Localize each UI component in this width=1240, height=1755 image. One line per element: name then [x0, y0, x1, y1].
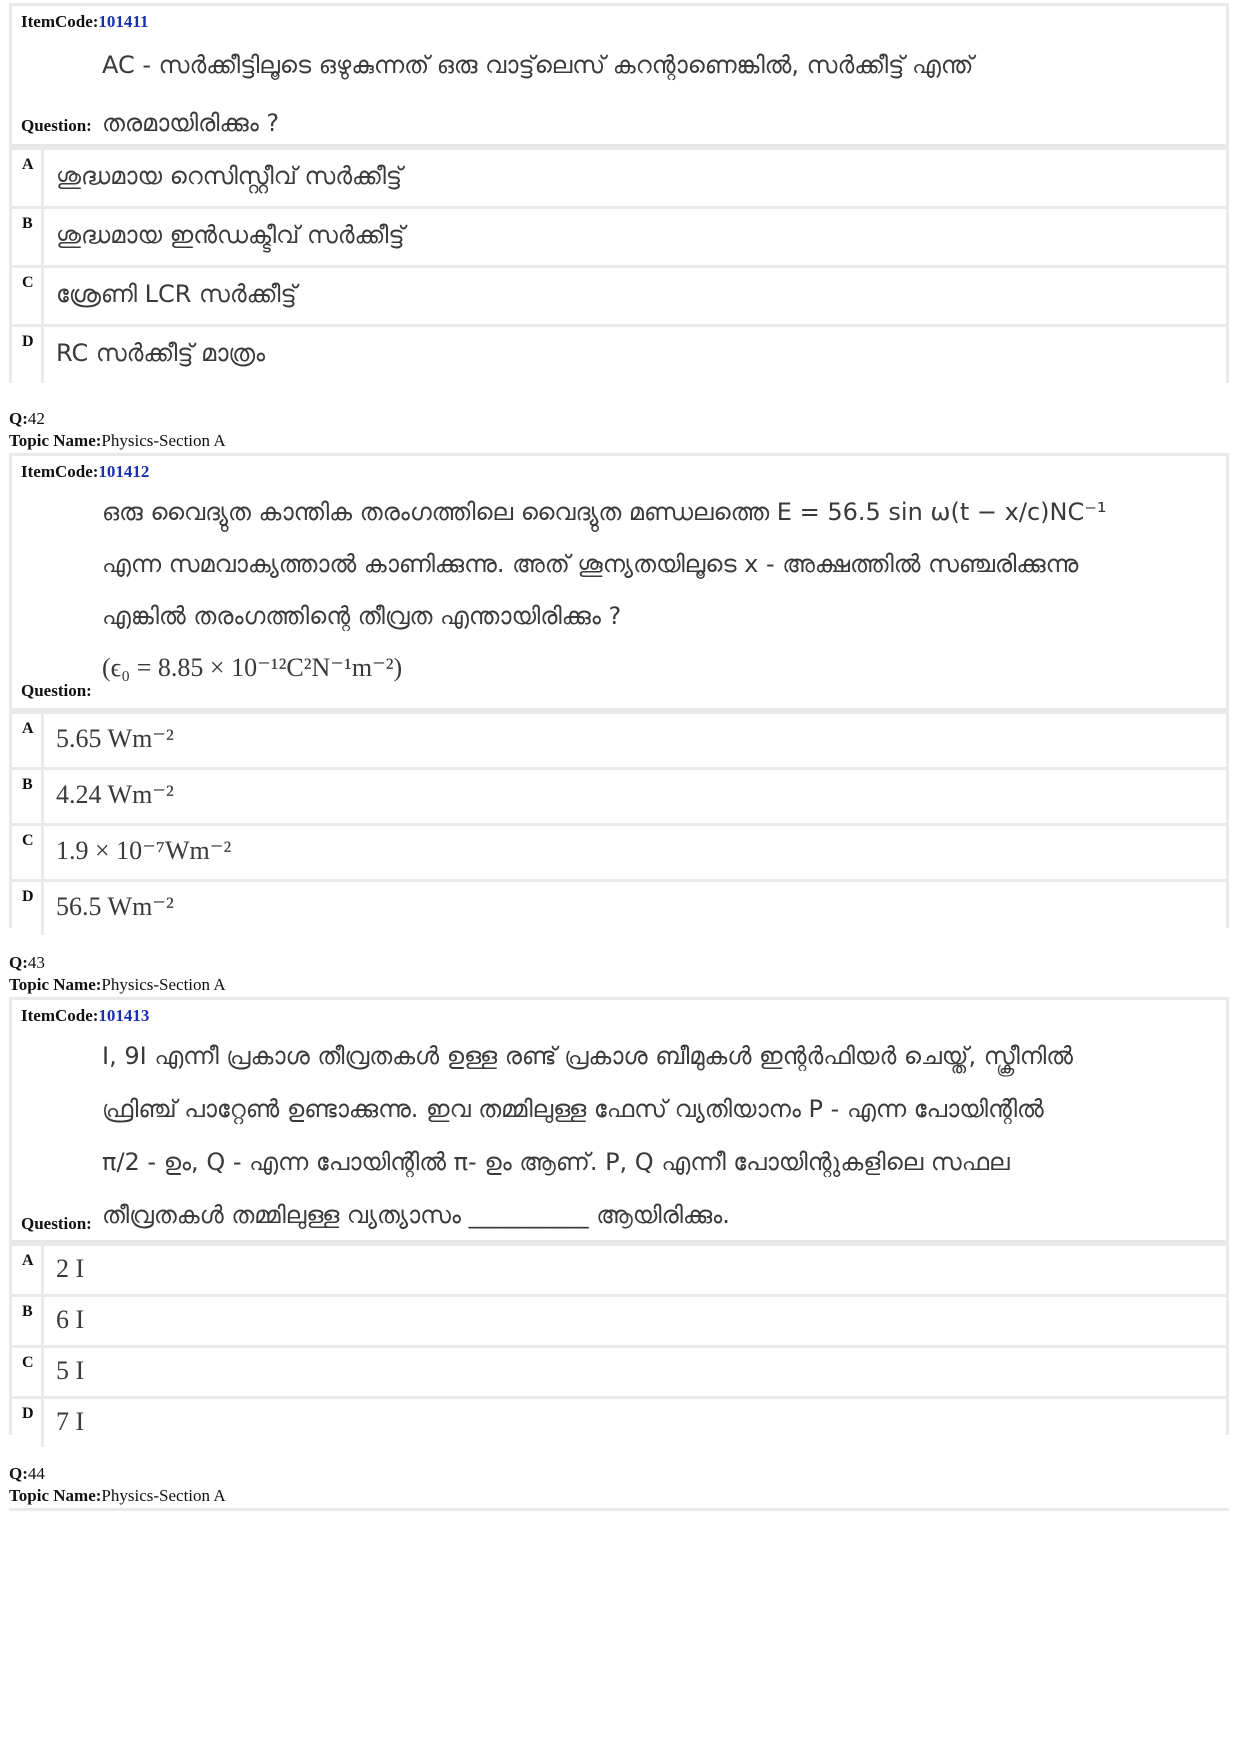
- question-line: ഒരു വൈദ്യുത കാന്തിക തരംഗത്തിലെ വൈദ്യുത മണ്ഡലത്തെ E = 56.5 sin ω(t − x/c)NC⁻¹: [102, 498, 1107, 526]
- divider: [41, 150, 44, 206]
- option-text: 5 I: [56, 1356, 85, 1385]
- option-text: 6 I: [56, 1305, 85, 1334]
- option-text: 1.9 × 10⁻⁷Wm⁻²: [56, 836, 232, 865]
- option-letter: D: [22, 1405, 34, 1422]
- question-meta-42: [9, 408, 226, 452]
- option-letter: C: [22, 1354, 34, 1371]
- option-letter: C: [22, 274, 34, 291]
- question-meta-44: [9, 1463, 226, 1507]
- question-label: Question:: [21, 1214, 92, 1233]
- option-letter: A: [22, 1252, 34, 1269]
- divider: [41, 1348, 44, 1396]
- item-code-label: ItemCode:: [21, 462, 99, 481]
- option-text: 7 I: [56, 1407, 85, 1436]
- option-d[interactable]: [12, 1396, 1226, 1447]
- option-text: ശുദ്ധമായ റെസിസ്റ്റീവ് സർക്കീട്ട്: [56, 162, 403, 190]
- question-block-42: [9, 453, 1229, 928]
- item-code-value: 101412: [98, 462, 150, 481]
- option-b[interactable]: [12, 767, 1226, 823]
- option-b[interactable]: [12, 206, 1226, 265]
- divider: [41, 1399, 44, 1447]
- item-code-label: ItemCode:: [21, 1006, 99, 1025]
- question-line: എങ്കിൽ തരംഗത്തിന്റെ തീവ്രത എന്തായിരിക്കും ?: [102, 602, 622, 630]
- option-d[interactable]: [12, 324, 1226, 383]
- question-line: എന്ന സമവാക്യത്താൽ കാണിക്കുന്നു. അത് ശൂന്യതയിലൂടെ x - അക്ഷത്തിൽ സഞ്ചരിക്കുന്നു: [102, 550, 1079, 578]
- option-letter: B: [22, 776, 33, 793]
- option-letter: B: [22, 1303, 33, 1320]
- divider: [41, 1246, 44, 1294]
- divider: [41, 714, 44, 767]
- question-number: Q:42: [9, 409, 45, 428]
- question-label: Question:: [21, 116, 92, 135]
- question-line: തരമായിരിക്കും ?: [102, 109, 280, 137]
- option-a[interactable]: [12, 1243, 1226, 1294]
- option-letter: C: [22, 832, 34, 849]
- item-code-label: ItemCode:: [21, 12, 99, 31]
- divider: [9, 1508, 1229, 1511]
- topic-name: Topic Name:Physics-Section A: [9, 431, 226, 450]
- question-line: തീവ്രതകൾ തമ്മിലുള്ള വ്യത്യാസം __________ ആയിരിക്കും.: [102, 1201, 730, 1229]
- item-code: [21, 1006, 149, 1026]
- option-c[interactable]: [12, 265, 1226, 324]
- question-line: AC - സർക്കീട്ടിലൂടെ ഒഴുകുന്നത് ഒരു വാട്ട്‌ലെസ് കറന്റാണെങ്കിൽ, സർക്കീട്ട് എന്ത്: [102, 51, 974, 79]
- option-b[interactable]: [12, 1294, 1226, 1345]
- option-text: 4.24 Wm⁻²: [56, 780, 174, 809]
- question-row: [12, 6, 1226, 147]
- option-text: RC സർക്കീട്ട് മാത്രം: [56, 339, 266, 367]
- option-c[interactable]: [12, 1345, 1226, 1396]
- question-line: (ϵ₀ = 8.85 × 10⁻¹²C²N⁻¹m⁻²): [102, 653, 403, 682]
- option-c[interactable]: [12, 823, 1226, 879]
- item-code-value: 101411: [98, 12, 149, 31]
- item-code: [21, 462, 149, 482]
- question-row: [12, 456, 1226, 711]
- question-number: Q:44: [9, 1464, 45, 1483]
- question-block-41: [9, 3, 1229, 383]
- topic-name: Topic Name:Physics-Section A: [9, 1486, 226, 1505]
- option-text: 2 I: [56, 1254, 85, 1283]
- option-text: ശ്രേണി LCR സർക്കീട്ട്: [56, 280, 297, 308]
- divider: [41, 209, 44, 265]
- option-a[interactable]: [12, 147, 1226, 206]
- option-a[interactable]: [12, 711, 1226, 767]
- option-letter: D: [22, 333, 34, 350]
- question-line: I, 9I എന്നീ പ്രകാശ തീവ്രതകൾ ഉള്ള രണ്ട് പ്രകാശ ബീമുകൾ ഇന്റർഫിയർ ചെയ്ത്, സ്ക്രീനിൽ: [102, 1042, 1073, 1070]
- question-line: π/2 - ഉം, Q - എന്ന പോയിന്റിൽ π- ഉം ആണ്. P, Q എന്നീ പോയിന്റുകളിലെ സഫല: [102, 1148, 1010, 1176]
- option-letter: A: [22, 720, 34, 737]
- option-d[interactable]: [12, 879, 1226, 935]
- topic-name: Topic Name:Physics-Section A: [9, 975, 226, 994]
- divider: [41, 327, 44, 383]
- option-letter: A: [22, 156, 34, 173]
- question-block-43: [9, 997, 1229, 1435]
- option-letter: B: [22, 215, 33, 232]
- question-row: [12, 1000, 1226, 1243]
- question-number: Q:43: [9, 953, 45, 972]
- item-code-value: 101413: [98, 1006, 150, 1025]
- divider: [41, 770, 44, 823]
- item-code: [21, 12, 148, 32]
- divider: [41, 826, 44, 879]
- option-letter: D: [22, 888, 34, 905]
- question-text: [102, 36, 1214, 152]
- question-line: ഫ്രിഞ്ച് പാറ്റേൺ ഉണ്ടാക്കുന്നു. ഇവ തമ്മിലുള്ള ഫേസ് വ്യതിയാനം P - എന്ന പോയിന്റിൽ: [102, 1095, 1044, 1123]
- divider: [41, 268, 44, 324]
- question-meta-43: [9, 952, 226, 996]
- question-text: [102, 486, 1214, 694]
- option-text: 56.5 Wm⁻²: [56, 892, 174, 921]
- question-label: Question:: [21, 681, 92, 700]
- divider: [41, 882, 44, 935]
- question-text: [102, 1030, 1214, 1242]
- option-text: 5.65 Wm⁻²: [56, 724, 174, 753]
- option-text: ശുദ്ധമായ ഇൻഡക്ടീവ് സർക്കീട്ട്: [56, 221, 405, 249]
- divider: [41, 1297, 44, 1345]
